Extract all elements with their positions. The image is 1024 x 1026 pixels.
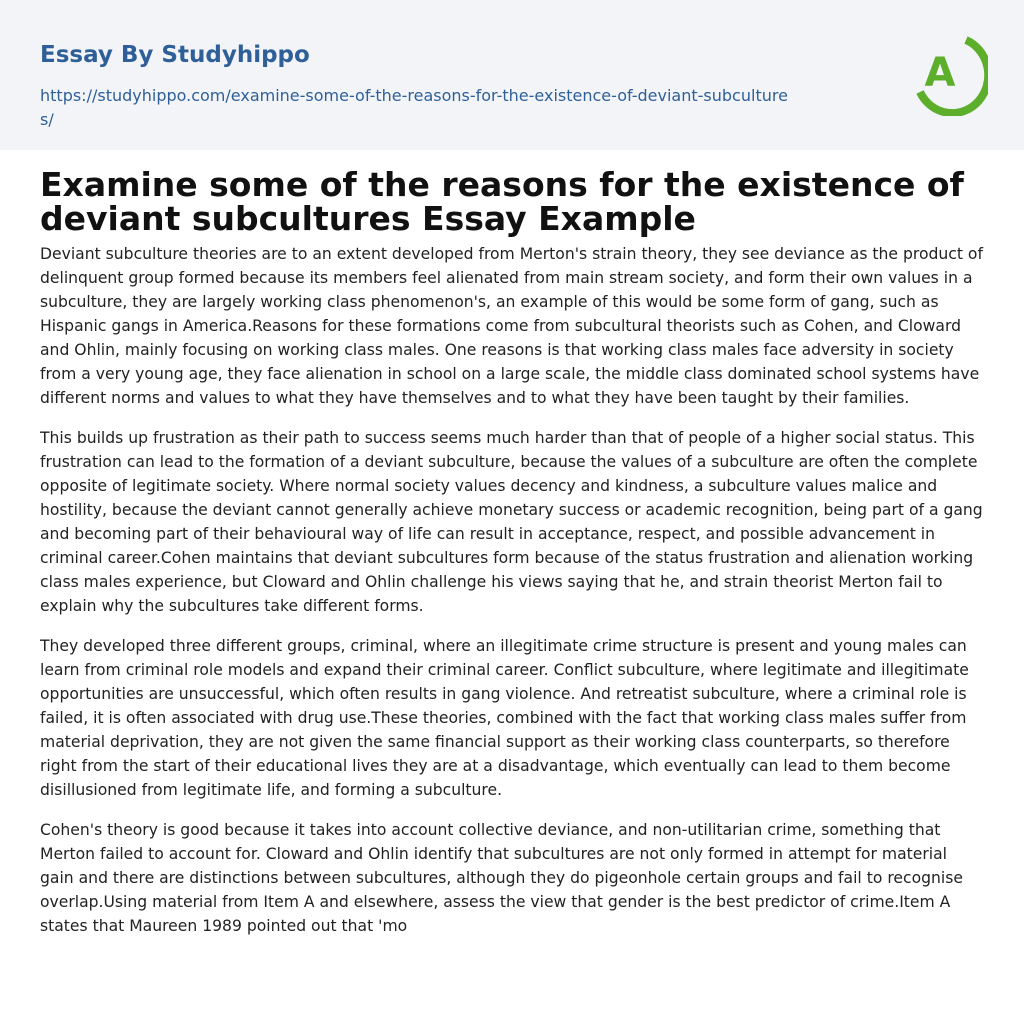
site-header [0, 0, 1024, 150]
essay-title: Examine some of the reasons for the existence of deviant subcultures Essay Example [40, 165, 964, 238]
source-url-link[interactable]: https://studyhippo.com/examine-some-of-the-reasons-for-the-existence-of-deviant-subcultures/ [40, 86, 788, 129]
essay-paragraph: Deviant subculture theories are to an extent developed from Merton's strain theory, they see deviance as the product of delinquent group formed because its members feel alienated from main stream society, and form their own values in a subculture, they are largely working class phenomenon's, an example of this would be some form of gang, such as Hispanic gangs in America.Reasons for these formations come from subcultural theorists such as Cohen, and Cloward and Ohlin, mainly focusing on working class males. One reasons is that working class males face adversity in society from a very young age, they face alienation in school on a large scale, the middle class dominated school systems have different norms and values to what they have themselves and to what they have been taught by their families. [40, 245, 983, 407]
essay-content [0, 150, 1024, 938]
essay-paragraph: Cohen's theory is good because it takes into account collective deviance, and non-utilitarian crime, something that Merton failed to account for. Cloward and Ohlin identify that subcultures are not only formed in attempt for material gain and there are distinctions between subcultures, although they do pigeonhole certain groups and fail to recognise overlap.Using material from Item A and elsewhere, assess the view that gender is the best predictor of crime.Item A states that Maureen 1989 pointed out that 'mo [40, 821, 963, 935]
logo-letter: A [924, 50, 956, 96]
site-title[interactable]: Essay By Studyhippo [40, 42, 310, 68]
essay-paragraph: This builds up frustration as their path to success seems much harder than that of people of a higher social status. This frustration can lead to the formation of a deviant subculture, because the values of a subculture are often the complete opposite of legitimate society. Where normal society values decency and kindness, a subculture values malice and hostility, because the deviant cannot generally achieve monetary success or academic recognition, being part of a gang and becoming part of their behavioural way of life can result in acceptance, respect, and possible advancement in criminal career.Cohen maintains that deviant subcultures form because of the status frustration and alienation working class males experience, but Cloward and Ohlin challenge his views saying that he, and strain theorist Merton fail to explain why the subcultures take different forms. [40, 429, 983, 615]
studyhippo-logo-icon[interactable] [908, 28, 988, 116]
essay-paragraph: They developed three different groups, criminal, where an illegitimate crime structure is present and young males can learn from criminal role models and expand their criminal career. Conflict subculture, where legitimate and illegitimate opportunities are unsuccessful, which often results in gang violence. And retreatist subculture, where a criminal role is failed, it is often associated with drug use.These theories, combined with the fact that working class males suffer from material deprivation, they are not given the same financial support as their working class counterparts, so therefore right from the start of their educational lives they are at a disadvantage, which eventually can lead to them become disillusioned from legitimate life, and forming a subculture. [40, 637, 969, 799]
